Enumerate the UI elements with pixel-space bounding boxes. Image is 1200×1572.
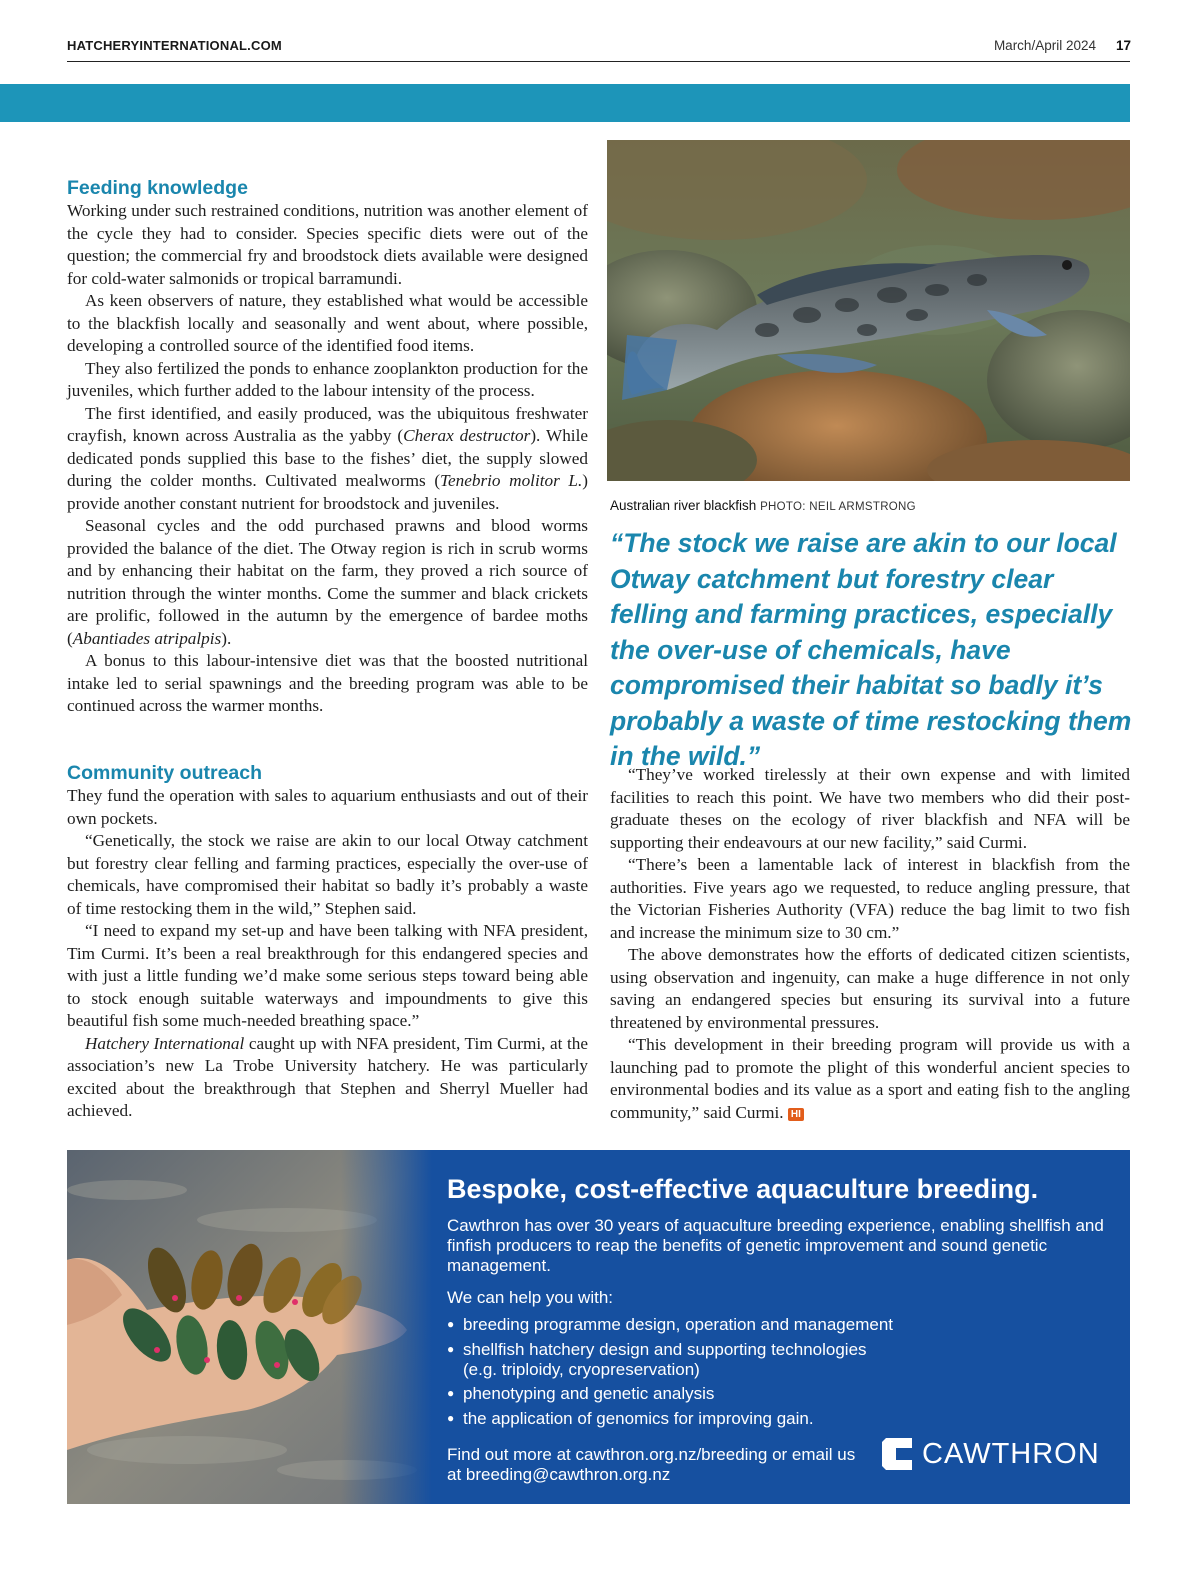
logo-wordmark: CAWTHRON (922, 1437, 1100, 1470)
color-band (0, 84, 1130, 122)
header-rule (67, 61, 1130, 62)
issue-date: March/April 2024 (993, 38, 1096, 53)
list-item: ● breeding programme design, operation and management (447, 1312, 1117, 1337)
mussels-in-hand-image (67, 1150, 432, 1504)
paragraph: The first identified, and easily produced, was the ubiquitous freshwater crayfish, known across Australia as the yabby (Cherax destructor). While dedicated ponds supplied this base to the fishes’ diet, the supply slowed during the colder months. Cultivated mealworms (Tenebrio molitor L.) provide another constant nutrient for broodstock and juveniles. (67, 403, 588, 513)
ad-body: Cawthron has over 30 years of aquaculture breeding experience, enabling shellfish and finfish producers to reap the benefits of genetic improvement and sound genetic management. (447, 1216, 1104, 1275)
site-url: HATCHERYINTERNATIONAL.COM (67, 38, 282, 53)
list-item: ● phenotyping and genetic analysis (447, 1381, 1117, 1406)
pull-quote: “The stock we raise are akin to our local Otway catchment but forestry clear felling and farming practices, especially the over-use of chemicals, have compromised their habitat so badly it’s probably a waste of time restocking them in the wild.” (610, 528, 1132, 771)
blackfish-image (607, 140, 1130, 481)
photo-credit: PHOTO: NEIL ARMSTRONG (760, 501, 916, 513)
paragraph: “They’ve worked tirelessly at their own expense and with limited facilities to reach this point. We have two members who did their post-graduate theses on the ecology of river blackfish and NFA will be supporting their endeavours at our new facility,” said Curmi. (610, 765, 1130, 852)
feeding-section (67, 176, 588, 718)
cawthron-logo (880, 1436, 1100, 1472)
paragraph: “Genetically, the stock we raise are akin to our local Otway catchment but forestry clear felling and farming practices, especially the over-use of chemicals, have compromised their habitat so badly it’s probably a waste of time restocking them in the wild,” Stephen said. (67, 831, 588, 918)
paragraph: Hatchery International caught up with NFA president, Tim Curmi, at the association’s new La Trobe University hatchery. He was particularly excited about the breakthrough that Stephen and Sherryl Mueller had achieved. (67, 1033, 589, 1120)
paragraph: Seasonal cycles and the odd purchased prawns and blood worms provided the balance of the diet. The Otway region is rich in scrub worms and by enhancing their habitat on the farm, they proved a rich source of nutrition through the winter months. Come the summer and black crickets are prolific, followed in the autumn by the emergence of bardee moths (Abantiades atripalpis). (67, 516, 588, 648)
page-number: 17 (1116, 38, 1132, 53)
paragraph: “There’s been a lamentable lack of interest in blackfish from the authorities. Five years ago we requested, to reduce angling pressure, that the Victorian Fisheries Authority (VFA) reduce the bag limit to two fish and increase the minimum size to 30 cm.” (610, 855, 1130, 942)
ad-services-list (447, 1312, 1117, 1431)
paragraph: As keen observers of nature, they established what would be accessible to the blackfish locally and seasonally and went about, where possible, developing a controlled source of the identified food items. (67, 291, 588, 355)
paragraph: “This development in their breeding program will provide us with a launching pad to promote the plight of this wonderful ancient species to environmental bodies and its value as a sport and eating fish to the angling community,” said Curmi. HI (610, 1035, 1130, 1122)
paragraph: Working under such restrained conditions, nutrition was another element of the cycle they had to consider. Species specific diets were out of the question; the commercial fry and broodstock diets available were designed for cold-water salmonids or tropical barramundi. (67, 201, 588, 288)
paragraph: They fund the operation with sales to aquarium enthusiasts and out of their own pockets. (67, 786, 588, 828)
list-item: ● shellfish hatchery design and supporting technologies (e.g. triploidy, cryopreservation) (447, 1337, 1117, 1379)
paragraph: The above demonstrates how the efforts of dedicated citizen scientists, using observation and ingenuity, can make a huge difference in not only saving an endangered species but ensuring its survival into a future threatened by environmental pressures. (610, 945, 1130, 1032)
ad-contact[interactable]: Find out more at cawthron.org.nz/breeding or email us at breeding@cawthron.org.nz (447, 1445, 856, 1484)
ad-help-intro: We can help you with: (447, 1288, 613, 1307)
outreach-section (67, 761, 588, 1123)
cawthron-logo-icon (880, 1436, 914, 1472)
section-heading-feeding: Feeding knowledge (67, 177, 248, 199)
photo-caption: Australian river blackfish PHOTO: NEIL ARMSTRONG (610, 498, 916, 513)
blackfish-photo (607, 140, 1130, 481)
cawthron-advertisement[interactable] (67, 1150, 1130, 1504)
paragraph: “I need to expand my set-up and have been talking with NFA president, Tim Curmi. It’s been a real breakthrough for this endangered species and with just a little funding we’d make some serious steps toward being able to stock enough suitable waterways and impoundments to give this beautiful fish some much-needed breathing space.” (67, 921, 588, 1030)
paragraph: A bonus to this labour-intensive diet was that the boosted nutritional intake led to serial spawnings and the breeding program was able to be continued across the warmer months. (67, 651, 588, 715)
list-item: ● the application of genomics for improving gain. (447, 1406, 1117, 1431)
paragraph: They also fertilized the ponds to enhance zooplankton production for the juveniles, which further added to the labour intensity of the process. (67, 358, 588, 400)
end-mark-icon: HI (788, 1108, 804, 1121)
ad-headline: Bespoke, cost-effective aquaculture breeding. (447, 1174, 1039, 1204)
section-heading-outreach: Community outreach (67, 762, 263, 784)
right-column-body (610, 764, 1130, 1124)
